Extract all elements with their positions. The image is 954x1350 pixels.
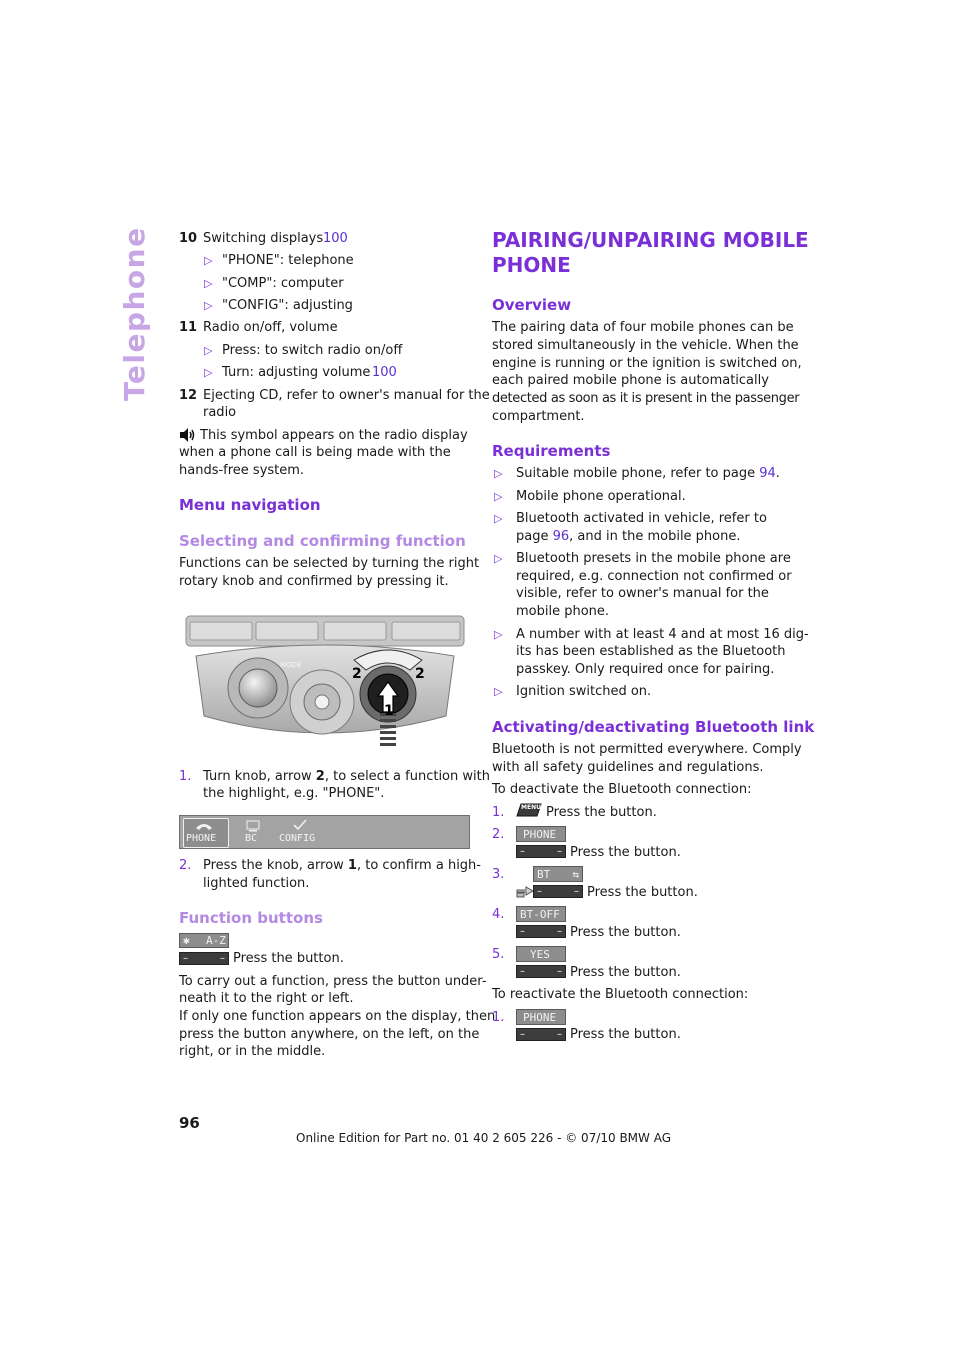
radio-control-illustration: [184, 612, 468, 750]
paragraph: press the button anywhere, on the left, on the: [179, 1027, 480, 1042]
bullet-icon: ▷: [204, 277, 213, 290]
paragraph: compartment.: [492, 409, 585, 424]
menu-button-label: MENU: [521, 804, 541, 811]
paragraph: To reactivate the Bluetooth connection:: [492, 987, 749, 1002]
press-button-text: Press the button.: [546, 805, 657, 820]
function-asterisk-icon: ✱: [183, 934, 190, 947]
item-text: Switching displays: [203, 231, 324, 246]
item-number: 10: [179, 231, 198, 246]
item-text: Radio on/off, volume: [203, 320, 338, 335]
paragraph: stored simultaneously in the vehicle. When the: [492, 338, 799, 353]
section-heading: Activating/deactivating Bluetooth link: [492, 718, 815, 736]
arrow-1-label: 1: [384, 703, 394, 719]
paragraph: Bluetooth is not permitted everywhere. Comply: [492, 742, 802, 757]
arrow-2-label: 2: [415, 666, 425, 682]
press-button-text: Press the button.: [587, 885, 698, 900]
requirement-item: Mobile phone operational.: [516, 489, 686, 504]
press-button-text: Press the button.: [570, 965, 681, 980]
section-heading: Requirements: [492, 442, 611, 460]
radio-display: [179, 815, 470, 849]
sub-item: "PHONE": telephone: [222, 253, 354, 268]
page-title: PAIRING/UNPAIRING MOBILE: [492, 228, 809, 252]
page-link[interactable]: 100: [372, 365, 397, 380]
function-display: [179, 933, 229, 948]
step-number: 2.: [179, 858, 192, 873]
hand-pointer-icon: [516, 884, 534, 898]
arrow-2-label: 2: [352, 666, 362, 682]
lcd-phone: PHONE: [516, 1009, 566, 1025]
display-bc-label: BC: [245, 833, 258, 844]
bullet-icon: ▷: [494, 512, 503, 525]
lcd-phone: PHONE: [516, 826, 566, 842]
step-number: 1.: [492, 805, 505, 820]
paragraph: The pairing data of four mobile phones can be: [492, 320, 794, 335]
bullet-icon: ▷: [204, 366, 213, 379]
paragraph: detected as soon as it is present in the passenger: [492, 391, 800, 406]
page-title: PHONE: [492, 253, 571, 277]
symbol-note: when a phone call is being made with the: [179, 445, 451, 460]
item-text: Ejecting CD, refer to owner's manual for the: [203, 388, 490, 403]
lcd-bt-off: BT-OFF: [516, 906, 566, 922]
display-phone-label: PHONE: [186, 833, 217, 844]
paragraph: Functions can be selected by turning the right: [179, 556, 480, 571]
step-number: 1.: [492, 1010, 505, 1025]
press-button-text: Press the button.: [570, 845, 681, 860]
page-link[interactable]: 100: [323, 231, 348, 246]
step-number: 5.: [492, 947, 505, 962]
subsection-heading: Selecting and confirming function: [179, 532, 466, 550]
paragraph: each paired mobile phone is automatically: [492, 373, 769, 388]
speaker-phone-icon: [179, 427, 197, 443]
computer-icon: [246, 820, 260, 832]
bullet-icon: ▷: [204, 344, 213, 357]
bullet-icon: ▷: [494, 490, 503, 503]
requirement-item: mobile phone.: [516, 604, 610, 619]
lcd-bt-label: BT: [537, 868, 551, 881]
requirement-item: its has been established as the Bluetooth: [516, 644, 786, 659]
page-link[interactable]: 96: [552, 529, 570, 544]
side-tab: [118, 226, 151, 403]
paragraph: engine is running or the ignition is switched on,: [492, 356, 802, 371]
step-number: 3.: [492, 867, 505, 882]
phone-icon: [194, 821, 214, 831]
function-button-bar[interactable]: – –: [533, 885, 583, 898]
bullet-icon: ▷: [204, 299, 213, 312]
function-button-bar[interactable]: – –: [179, 952, 229, 965]
sub-item: "COMP": computer: [222, 276, 344, 291]
sub-item: Turn: adjusting volume: [222, 365, 371, 380]
step-text: Press the knob, arrow 1, to confirm a high-: [203, 858, 481, 873]
paragraph: right, or in the middle.: [179, 1044, 326, 1059]
paragraph: with all safety guidelines and regulations.: [492, 760, 764, 775]
requirement-item: A number with at least 4 and at most 16 dig-: [516, 627, 809, 642]
symbol-note: hands-free system.: [179, 463, 305, 478]
press-button-text: Press the button.: [233, 951, 344, 966]
section-heading: Overview: [492, 296, 572, 314]
step-text: lighted function.: [203, 876, 310, 891]
subsection-heading: Function buttons: [179, 909, 323, 927]
step-number: 4.: [492, 907, 505, 922]
display-config-label: CONFIG: [279, 833, 316, 844]
symbol-note: This symbol appears on the radio display: [200, 428, 468, 443]
paragraph: If only one function appears on the display, then: [179, 1009, 496, 1024]
bullet-icon: ▷: [494, 685, 503, 698]
requirement-item: page 96, and in the mobile phone.: [516, 529, 741, 544]
step-number: 2.: [492, 827, 505, 842]
requirement-item: Ignition switched on.: [516, 684, 652, 699]
item-number: 12: [179, 388, 198, 403]
requirement-item: Bluetooth activated in vehicle, refer to: [516, 511, 767, 526]
bullet-icon: ▷: [204, 254, 213, 267]
step-number: 1.: [179, 769, 192, 784]
bullet-icon: ▷: [494, 552, 503, 565]
side-tab-label: Telephone: [118, 226, 151, 401]
press-button-text: Press the button.: [570, 925, 681, 940]
sub-item: Press: to switch radio on/off: [222, 343, 403, 358]
page-number: 96: [179, 1114, 200, 1132]
requirement-item: passkey. Only required once for pairing.: [516, 662, 775, 677]
function-display-label: A-Z: [206, 934, 226, 947]
press-button-text: Press the button.: [570, 1027, 681, 1042]
requirement-item: Suitable mobile phone, refer to page 94.: [516, 466, 780, 481]
requirement-item: visible, refer to owner's manual for the: [516, 586, 769, 601]
requirement-item: Bluetooth presets in the mobile phone are: [516, 551, 791, 566]
checkmark-icon: [292, 819, 308, 831]
function-button-bar[interactable]: – –: [516, 925, 566, 938]
bullet-icon: ▷: [494, 467, 503, 480]
item-number: 11: [179, 320, 198, 335]
sub-item: "CONFIG": adjusting: [222, 298, 353, 313]
paragraph: rotary knob and confirmed by pressing it.: [179, 574, 449, 589]
step-text: Turn knob, arrow 2, to select a function with: [203, 769, 490, 784]
function-button-bar[interactable]: – –: [516, 845, 566, 858]
page-link[interactable]: 94: [759, 466, 776, 481]
lcd-yes: YES: [516, 946, 566, 962]
step-text: the highlight, e.g. "PHONE".: [203, 786, 385, 801]
item-text: radio: [203, 405, 237, 420]
function-button-bar[interactable]: – –: [516, 965, 566, 978]
bullet-icon: ▷: [494, 628, 503, 641]
requirement-item: required, e.g. connection not confirmed or: [516, 569, 792, 584]
paragraph: To carry out a function, press the button under-: [179, 974, 487, 989]
function-button-bar[interactable]: – –: [516, 1028, 566, 1041]
paragraph: neath it to the right or left.: [179, 991, 354, 1006]
mode-label: MODE: [280, 661, 302, 669]
lcd-bt: [533, 866, 583, 882]
return-arrow-icon: ⇆: [572, 868, 579, 881]
paragraph: To deactivate the Bluetooth connection:: [492, 782, 752, 797]
menu-button-icon[interactable]: [516, 802, 542, 818]
edition-note: Online Edition for Part no. 01 40 2 605 226 - © 07/10 BMW AG: [296, 1131, 672, 1145]
section-heading: Menu navigation: [179, 496, 321, 514]
